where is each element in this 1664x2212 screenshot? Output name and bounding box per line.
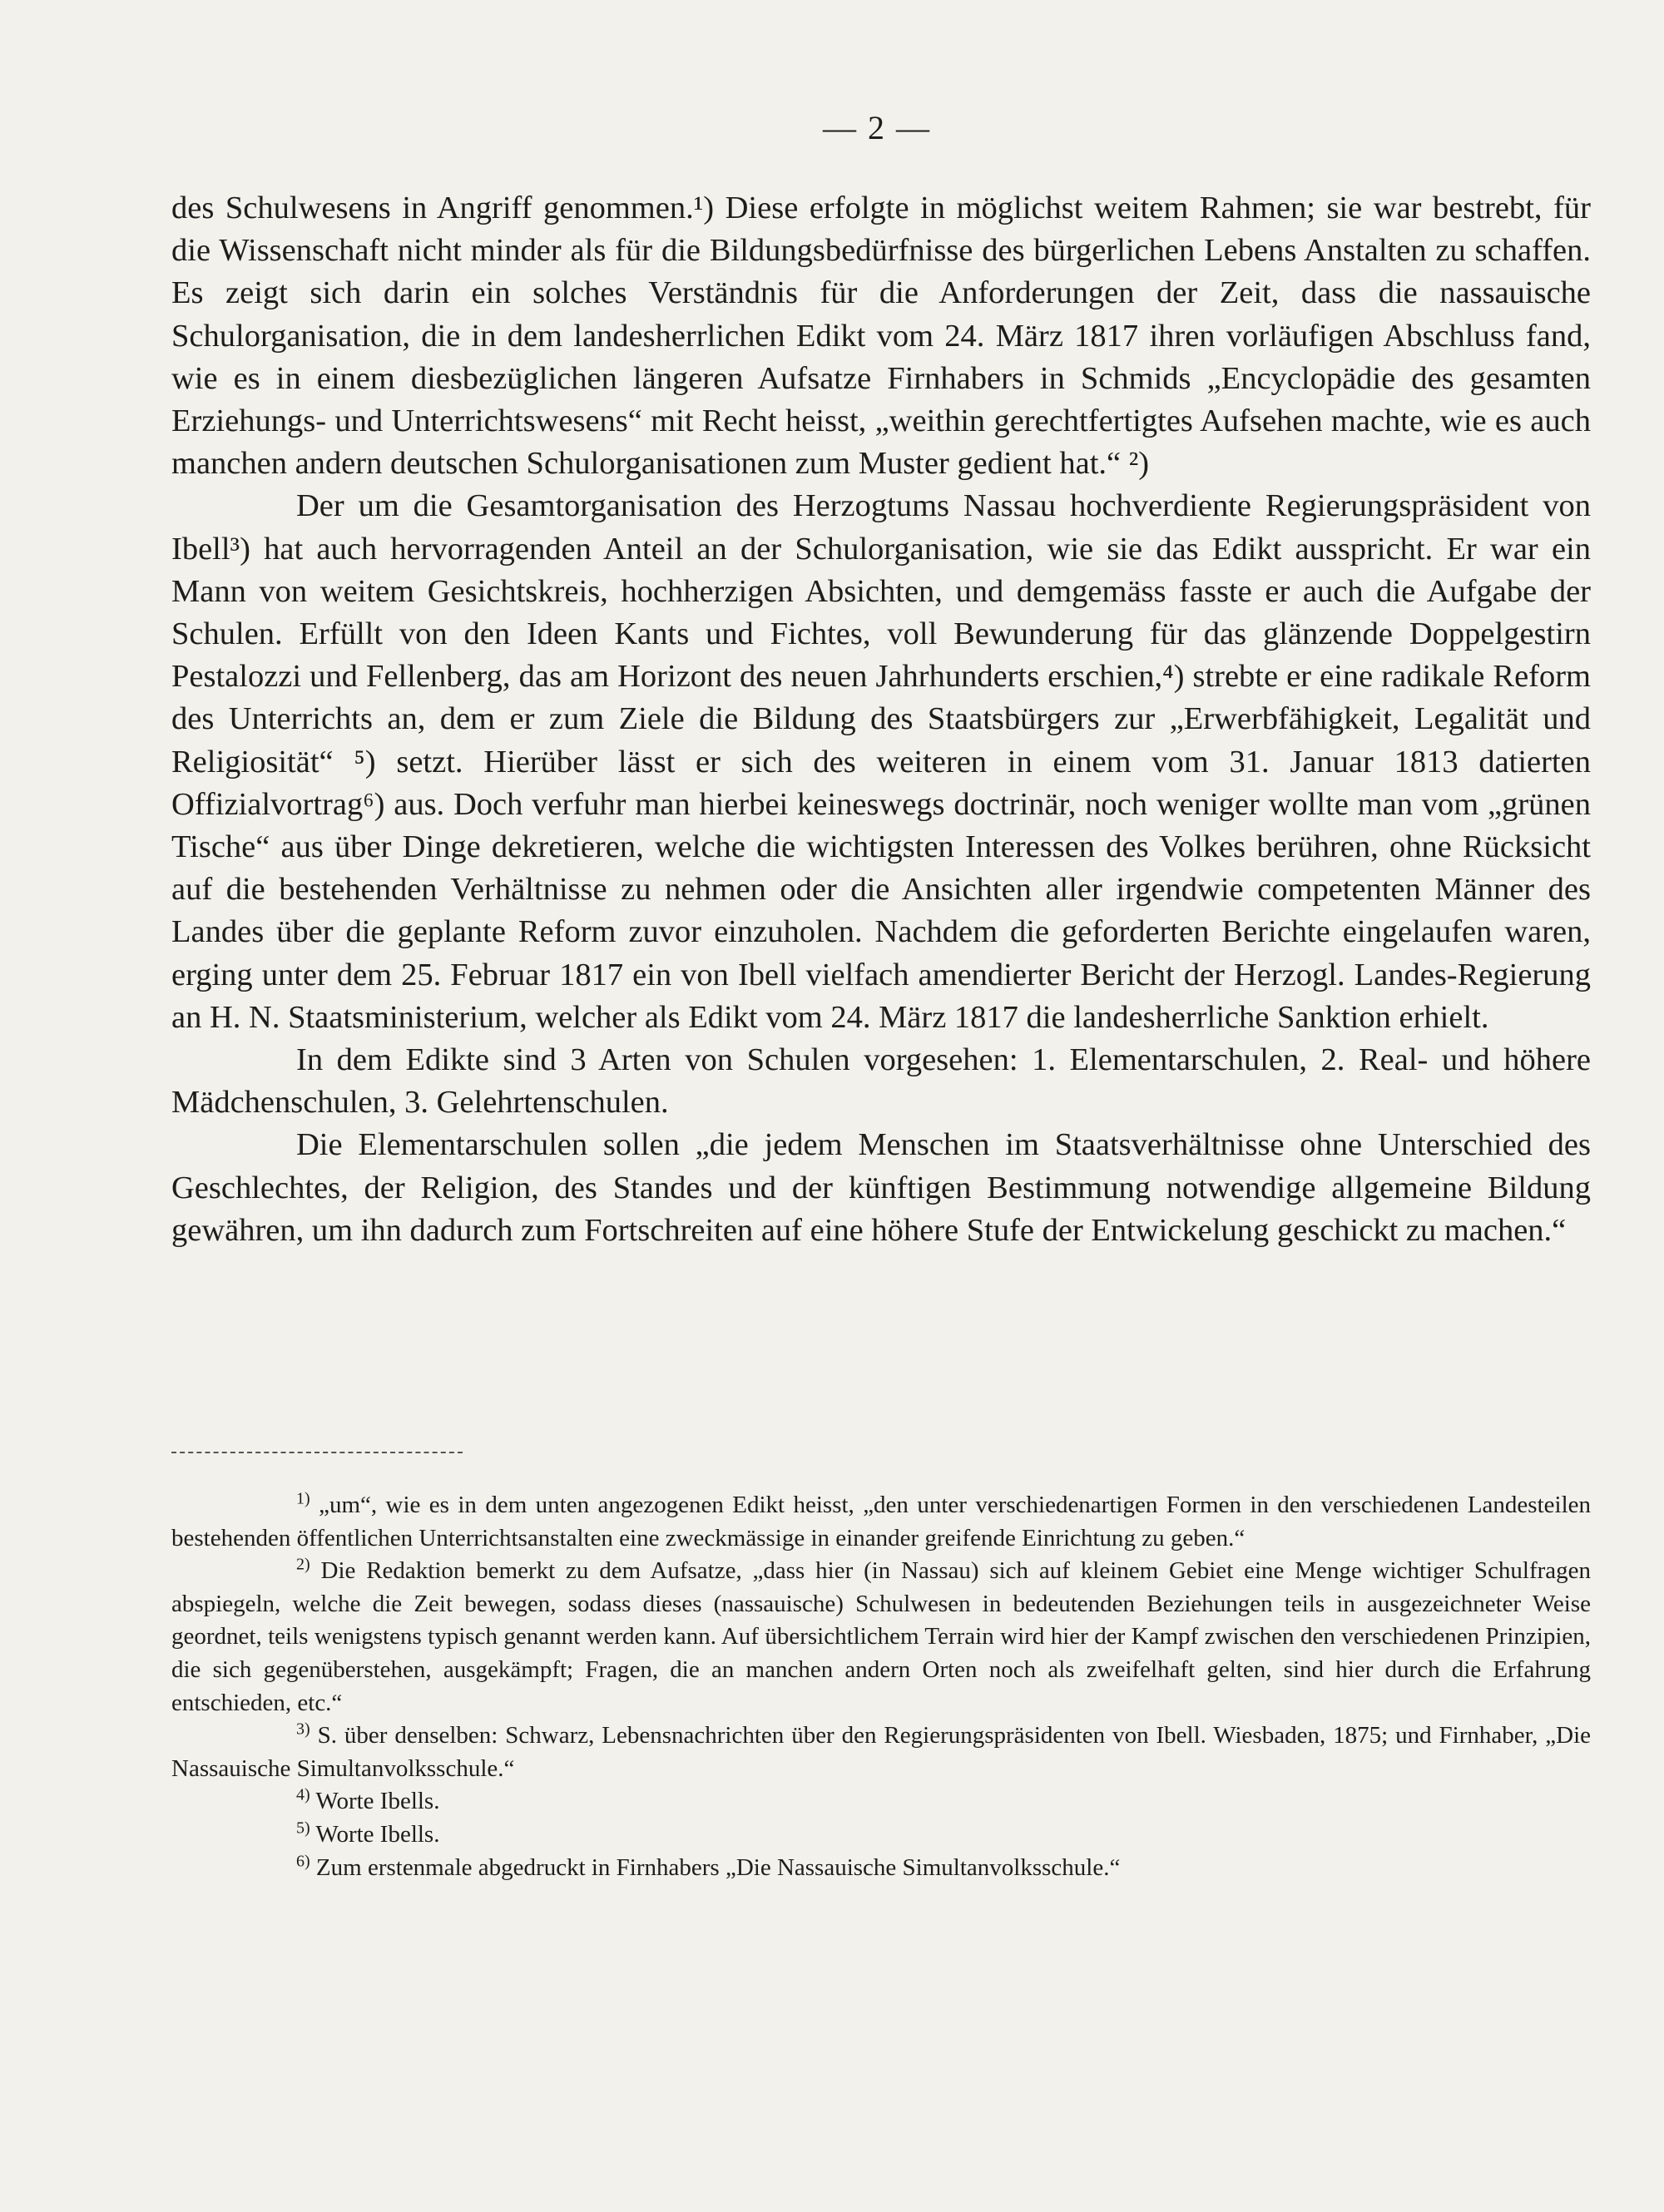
- footnote-text: Die Redaktion bemerkt zu dem Aufsatze, „dass hier (in Nassau) sich auf kleinem Gebiet eine Menge wichtiger Schulfragen abspiegeln, welche die Zeit bewegen, sodass dieses (nassauische) Schulwesen in bedeutenden Beziehungen teils in ausgezeichneter Weise geordnet, teils wenigstens typisch genannt werden kann. Auf übersichtlichem Terrain wird hier der Kampf zwischen den verschiedenen Prinzipien, die sich gegenüberstehen, ausgekämpft; Fragen, die an manchen andern Orten noch als zweifelhaft gelten, sind hier durch die Erfahrung entschieden, etc.“: [171, 1557, 1592, 1716]
- footnotes: [171, 1489, 1591, 1884]
- footnote-mark: 2): [296, 1555, 310, 1574]
- footnote-text: Worte Ibells.: [315, 1820, 440, 1848]
- paragraph-2: Der um die Gesamtorganisation des Herzogtums Nassau hochverdiente Regierungspräsident von Ibell³) hat auch hervorragenden Anteil an der Schulorganisation, wie sie das Edikt ausspricht. Er war ein Mann von weitem Gesichtskreis, hochherzigen Absichten, und demgemäss fasste er auch die Aufgabe der Schulen. Erfüllt von den Ideen Kants und Fichtes, voll Bewunderung für das glänzende Doppelgestirn Pestalozzi und Fellenberg, das am Horizont des neuen Jahrhunderts erschien,⁴) strebte er eine radikale Reform des Unterrichts an, dem er zum Ziele die Bildung des Staatsbürgers zur „Erwerbfähigkeit, Legalität und Religiosität“ ⁵) setzt. Hierüber lässt er sich des weiteren in einem vom 31. Januar 1813 datierten Offizialvortrag⁶) aus. Doch verfuhr man hierbei keineswegs doctrinär, noch weniger wollte man vom „grünen Tische“ aus über Dinge dekretieren, welche die wichtigsten Interessen des Volkes berühren, ohne Rücksicht auf die bestehenden Verhältnisse zu nehmen oder die Ansichten aller irgendwie competenten Männer des Landes über die geplante Reform zuvor einzuholen. Nachdem die geforderten Berichte eingelaufen waren, erging unter dem 25. Februar 1817 ein von Ibell vielfach amendierter Bericht der Herzogl. Landes-Regierung an H. N. Staatsministerium, welcher als Edikt vom 24. März 1817 die landesherrliche Sanktion erhielt.: [171, 488, 1591, 1035]
- footnote-separator: [171, 1452, 463, 1453]
- main-text: [171, 187, 1591, 1252]
- paragraph-4: Die Elementarschulen sollen „die jedem Menschen im Staatsverhältnisse ohne Unterschied des Geschlechtes, der Religion, des Standes und der künftigen Bestimmung notwendige allgemeine Bildung gewähren, um ihn dadurch zum Fortschreiten auf eine höhere Stufe der Entwickelung geschickt zu machen.“: [171, 1127, 1591, 1248]
- page-number: — 2 —: [823, 109, 931, 146]
- footnote-6: [171, 1852, 1591, 1885]
- footnote-mark: 5): [296, 1819, 310, 1838]
- paragraph-3: In dem Edikte sind 3 Arten von Schulen vorgesehen: 1. Elementarschulen, 2. Real- und höhere Mädchenschulen, 3. Gelehrtenschulen.: [171, 1042, 1591, 1121]
- footnote-mark: 4): [296, 1785, 310, 1804]
- footnote-mark: 1): [296, 1489, 310, 1508]
- footnote-2: [171, 1555, 1591, 1720]
- footnote-5: [171, 1819, 1591, 1852]
- footnote-text: S. über denselben: Schwarz, Lebensnachrichten über den Regierungspräsidenten von Ibell. Wiesbaden, 1875; und Firnhaber, „Die Nassauische Simultanvolksschule.“: [171, 1722, 1592, 1782]
- footnote-text: „um“, wie es in dem unten angezogenen Edikt heisst, „den unter verschiedenartigen Formen in den verschiedenen Landesteilen bestehenden öffentlichen Unterrichtsanstalten eine zweckmässige in einander greifende Einrichtung zu geben.“: [171, 1492, 1591, 1551]
- footnote-text: Worte Ibells.: [315, 1788, 440, 1815]
- footnote-4: [171, 1785, 1591, 1819]
- paragraph-1: des Schulwesens in Angriff genommen.¹) Diese erfolgte in möglichst weitem Rahmen; sie war bestrebt, für die Wissenschaft nicht minder als für die Bildungsbedürfnisse des bürgerlichen Lebens Anstalten zu schaffen. Es zeigt sich darin ein solches Verständnis für die Anforderungen der Zeit, dass die nassauische Schulorganisation, die in dem landesherrlichen Edikt vom 24. März 1817 ihren vorläufigen Abschluss fand, wie es in einem diesbezüglichen längeren Aufsatze Firnhabers in Schmids „Encyclopädie des gesamten Erziehungs- und Unterrichtswesens“ mit Recht heisst, „weithin gerechtfertigtes Aufsehen machte, wie es auch manchen andern deutschen Schulorganisationen zum Muster gedient hat.“ ²): [171, 191, 1591, 482]
- footnote-text: Zum erstenmale abgedruckt in Firnhabers „Die Nassauische Simultanvolksschule.“: [315, 1853, 1121, 1881]
- footnote-mark: 3): [296, 1720, 310, 1739]
- footnote-1: [171, 1489, 1591, 1555]
- footnote-mark: 6): [296, 1851, 310, 1870]
- footnote-3: [171, 1720, 1591, 1785]
